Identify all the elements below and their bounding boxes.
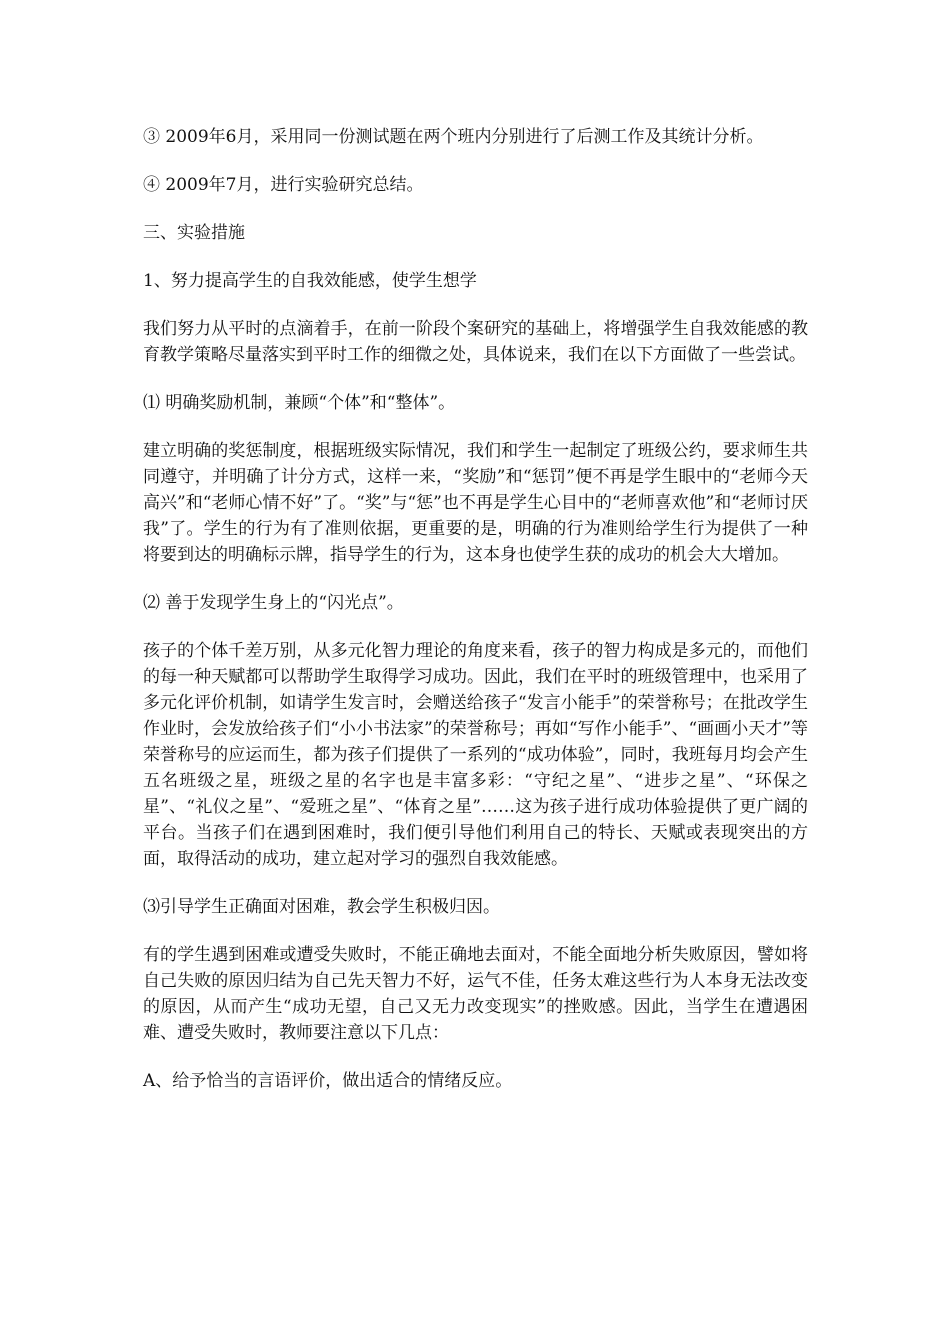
item-heading-3: ⑶引导学生正确面对困难，教会学生积极归因。 — [143, 897, 500, 917]
paragraph-step-3: ③ 2009年6月，采用同一份测试题在两个班内分别进行了后测工作及其统计分析。 — [143, 127, 764, 147]
document-body — [143, 124, 808, 1116]
subitem-heading-a: A、给予恰当的言语评价，做出适合的情绪反应。 — [143, 1071, 513, 1091]
paragraph-reward-system: 建立明确的奖惩制度，根据班级实际情况，我们和学生一起制定了班级公约，要求师生共同遵守，并明确了计分方式，这样一来，“奖励”和“惩罚”便不再是学生眼中的“老师今天高兴”和“老师心情不好”了。“奖”与“惩”也不再是学生心目中的“老师喜欢他”和“老师讨厌我”了。学生的行为有了准则依据，更重要的是，明确的行为准则给学生行为提供了一种将要到达的明确标示牌，指导学生的行为，这本身也使学生获的成功的机会大大增加。 — [143, 441, 808, 565]
section-heading-measures: 三、实验措施 — [143, 223, 245, 243]
paragraph-step-4: ④ 2009年7月，进行实验研究总结。 — [143, 175, 424, 195]
item-heading-2: ⑵ 善于发现学生身上的“闪光点”。 — [143, 593, 404, 613]
paragraph-attribution: 有的学生遇到困难或遭受失败时，不能正确地去面对，不能全面地分析失败原因，譬如将自己失败的原因归结为自己先天智力不好，运气不佳，任务太难这些行为人本身无法改变的原因，从而产生“成功无望，自己又无力改变现实”的挫败感。因此，当学生在遭遇困难、遭受失败时，教师要注意以下几点： — [143, 945, 808, 1043]
paragraph-highlights: 孩子的个体千差万别，从多元化智力理论的角度来看，孩子的智力构成是多元的，而他们的每一种天赋都可以帮助学生取得学习成功。因此，我们在平时的班级管理中，也采用了多元化评价机制，如请学生发言时，会赠送给孩子“发言小能手”的荣誉称号；在批改学生作业时，会发放给孩子们“小小书法家”的荣誉称号；再如“写作小能手”、“画画小天才”等荣誉称号的应运而生，都为孩子们提供了一系列的“成功体验”，同时，我班每月均会产生五名班级之星，班级之星的名字也是丰富多彩：“守纪之星”、“进步之星”、“环保之星”、“礼仪之星”、“爱班之星”、“体育之星”……这为孩子进行成功体验提供了更广阔的平台。当孩子们在遇到困难时，我们便引导他们利用自己的特长、天赋或表现突出的方面，取得活动的成功，建立起对学习的强烈自我效能感。 — [143, 641, 808, 869]
paragraph-intro: 我们努力从平时的点滴着手，在前一阶段个案研究的基础上，将增强学生自我效能感的教育教学策略尽量落实到平时工作的细微之处，具体说来，我们在以下方面做了一些尝试。 — [143, 319, 808, 365]
item-heading-1: ⑴ 明确奖励机制，兼顾“个体”和“整体”。 — [143, 393, 456, 413]
subheading-self-efficacy: 1、努力提高学生的自我效能感，使学生想学 — [143, 271, 477, 291]
